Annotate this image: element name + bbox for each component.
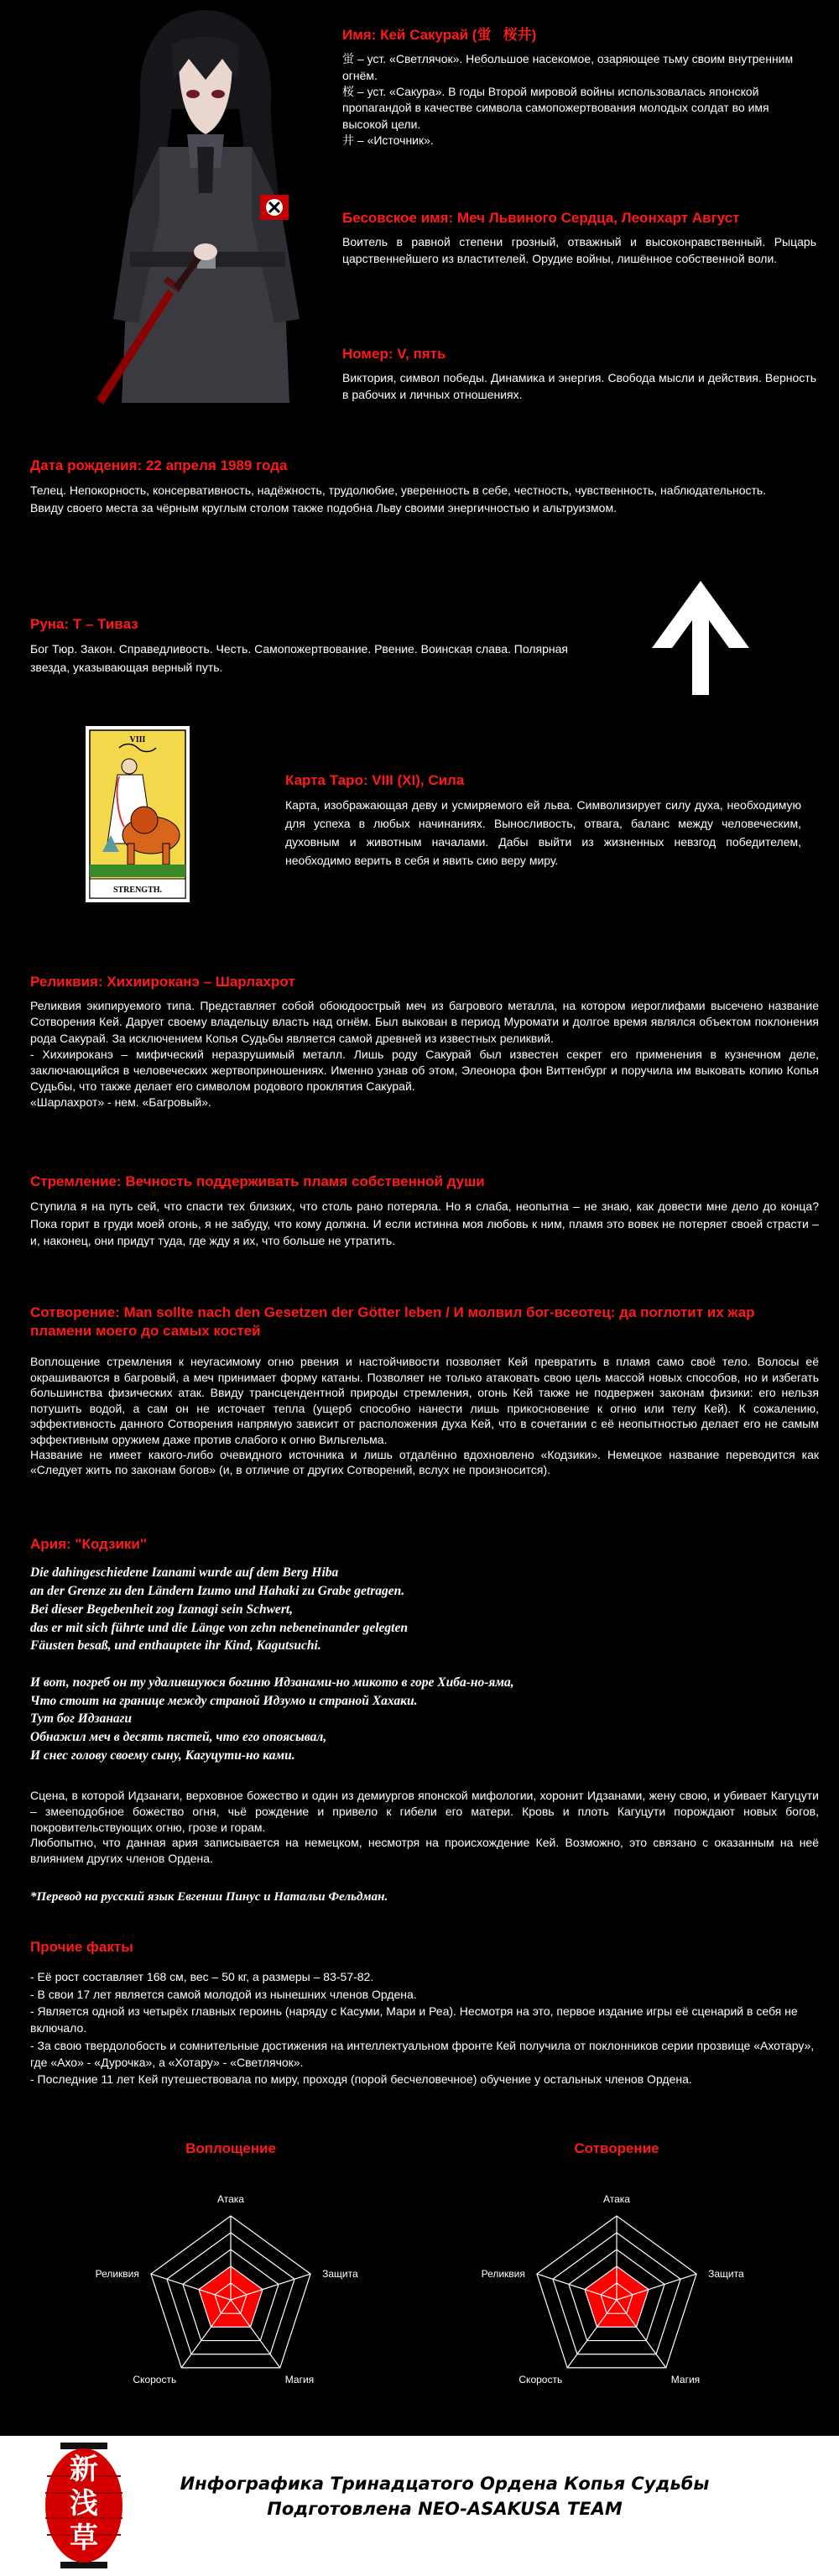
relic-section xyxy=(30,972,819,1110)
aspiration-section xyxy=(30,1172,819,1249)
logo-kanji: 新浅草 xyxy=(70,2453,98,2555)
demon-name-section xyxy=(342,208,816,267)
aria-explanation: Сцена, в которой Идзанаги, верховное божество и один из демиургов японской мифологии, хоронит Идзанами, жену свою, и убивает Кагуцути – змееподобное божество огня, чьё рождение и привело к гибели его матери. Кровь и плоть Кагуцути порождают новых богов, покровительствующих огню, грозе и горам. Любопытно, что данная ария записывается на немецком, несмотря на происхождение Кей. Возможно, это связано с оказанным на неё влиянием других членов Ордена. xyxy=(30,1789,819,1865)
relic-text: Реликвия экипируемого типа. Представляет собой обоюдоострый меч из багрового металла, на котором иероглифами высечено название Сотворения Кей. Дарует своему владельцу власть над огнём. Был выкован в период Муромати и долгое время являлся объектом поклонения рода Сакурай. За исключением Копья Судьбы является самой древней из известных реликвий. - Хихиироканэ – мифический неразрушимый металл. Лишь роду Сакурай был известен секрет его применения в кузнечном деле, заключающийся в человеческих жертвоприношениях. Именно узнав об этом, Элеонора фон Виттенбург и поручила им выковать копию Копья Судьбы, что также делает его символом родового проклятия Сакурай. «Шарлахрот» - нем. «Багровый». xyxy=(30,999,819,1109)
tarot-card-name: STRENGTH. xyxy=(112,886,163,895)
creation-heading: Сотворение: Man sollte nach den Gesetzen der Götter leben / И молвил бог-всеотец: да поглотит их жар пламени моего до самых костей xyxy=(30,1304,755,1340)
name-heading: Имя: Кей Сакурай (蛍 桜井) xyxy=(342,27,537,43)
demon-name-text: Воитель в равной степени грозный, отважный и высоконравственный. Рыцарь царственнейшего из властителей. Орудие войны, лишённое собственной воли. xyxy=(342,235,816,265)
number-heading: Номер: V, пять xyxy=(342,346,446,362)
radar-axis-label: Защита xyxy=(322,2268,358,2281)
birthdate-heading: Дата рождения: 22 апреля 1989 года xyxy=(30,457,288,473)
facts-list xyxy=(30,1968,819,2087)
name-text: 蛍 – уст. «Светлячок». Небольшое насекомое, озаряющее тьму своим внутренним огнём. 桜 – уст. «Сакура». В годы Второй мировой войны использовалась японской пропагандой в качестве символа самопожертвования молодых солдат во имя высокой цели. 井 – «Источник». xyxy=(342,52,794,148)
fact-item: - Является одной из четырёх главных героинь (наряду с Касуми, Мари и Реа). Несмотря на это, первое издание игры её сценарий в себя не включало. xyxy=(30,2004,798,2035)
radar-axis-label: Магия xyxy=(284,2373,315,2385)
radar-chart-1 xyxy=(63,2174,399,2417)
radar-chart-2-title: Сотворение xyxy=(574,2140,659,2156)
fact-item: - Её рост составляет 168 см, вес – 50 кг, а размеры – 83-57-82. xyxy=(30,1970,374,1984)
aspiration-text: Ступила я на путь сей, что спасти тех близких, что столь рано потеряла. Но я слаба, неопытна – не знаю, как довести мне дело до конца? Пока горит в груди моей огонь, я не забуду, что кому должна. И если истинна моя любовь к ним, пламя это вовек не потеряет своей страсти – и, наконец, они придут туда, где жду я их, что больше не утратить. xyxy=(30,1199,819,1248)
strength-tarot-card xyxy=(86,726,190,902)
creation-section xyxy=(30,1304,819,1478)
radar-axis-label: Скорость xyxy=(519,2373,563,2385)
intro-name-section xyxy=(342,25,816,149)
aria-german: Die dahingeschiedene Izanami wurde auf dem Berg Hiba an der Grenze zu den Ländern Izumo und Hahaki zu Grabe getragen. Bei dieser Begebenheit zog Izanagi sein Schwert, das er mit sich führte und die Länge von zehn nebeneinander gelegten Fäusten besaß, und enthauptete ihr Kind, Kagutsuchi. xyxy=(30,1565,408,1654)
footer xyxy=(0,2436,839,2576)
rune-heading: Руна: T – Тиваз xyxy=(30,616,138,632)
radar-axis-label: Атака xyxy=(603,2193,630,2205)
radar-axis-label: Реликвия xyxy=(95,2268,139,2281)
tarot-text: Карта, изображающая деву и усмиряемого ей льва. Символизирует силу духа, необходимую для успеха в любых начинаниях. Выносливость, отвага, баланс между человеческим, духовным и животным началами. Дабы выйти из жизненных невзгод победителем, необходимо верить в себя и явить сию веру миру. xyxy=(285,798,801,867)
tiwaz-rune-icon xyxy=(642,579,759,697)
radar-axis-label: Магия xyxy=(670,2373,701,2385)
birthdate-text: Телец. Непокорность, консервативность, надёжность, трудолюбие, уверенность в себе, честность, чувственность, наблюдательность. Ввиду своего места за чёрным круглым столом также подобна Льву своими энергичностью и альтруизмом. xyxy=(30,483,767,515)
footer-title-line-1: Инфографика Тринадцатого Ордена Копья Судьбы xyxy=(180,2474,710,2494)
rune-section xyxy=(30,614,576,677)
aria-explanation-block xyxy=(30,1788,819,1906)
footer-title-block xyxy=(176,2471,713,2522)
aria-translation-note: *Перевод на русский язык Евгении Пинус и Натальи Фельдман. xyxy=(30,1889,388,1904)
radar-axis-label: Атака xyxy=(217,2193,244,2205)
tarot-card-number: VIII xyxy=(129,735,146,745)
character-illustration xyxy=(80,0,331,411)
aria-heading: Ария: "Кодзики" xyxy=(30,1536,147,1552)
facts-section xyxy=(30,1937,819,2088)
fact-item: - Последние 11 лет Кей путешествовала по миру, проходя (порой бесчеловечное) обучение у остальных членов Ордена. xyxy=(30,2072,692,2087)
birthdate-section xyxy=(30,456,819,517)
rune-text: Бог Тюр. Закон. Справедливость. Честь. Самопожертвование. Рвение. Воинская слава. Полярная звезда, указывающая верный путь. xyxy=(30,642,568,675)
facts-heading: Прочие факты xyxy=(30,1939,133,1955)
radar-chart-1-title: Воплощение xyxy=(185,2140,276,2156)
relic-heading: Реликвия: Хихиироканэ – Шарлахрот xyxy=(30,974,295,990)
aria-section xyxy=(30,1534,819,1764)
number-section xyxy=(342,344,816,403)
fact-item: - За свою твердолобость и сомнительные достижения на интеллектуальном фронте Кей получила от поклонников серии прозвище «Ахотару», где «Ахо» - «Дурочка», а «Хотару» - «Светлячок». xyxy=(30,2038,815,2069)
number-text: Виктория, символ победы. Динамика и энергия. Свобода мысли и действия. Верность в рабочих и личных отношениях. xyxy=(342,371,816,401)
creation-text: Воплощение стремления к неугасимому огню рвения и настойчивости позволяет Кей превратить в пламя само своё тело. Волосы её окрашиваются в багровый, а меч принимает форму катаны. Позволяет не только атаковать свою цель массой новых способов, но и избегать большинства физических атак. Ввиду трансцендентной природы стремления, огонь Кей также не подвержен законам физики: его нельзя потушить водой, а сам он не источает тепла (ущерб способно нанести лишь прикосновение к огню или телу Кей). К сожалению, эффективность данного Сотворения напрямую зависит от расположения духа Кей, что в сочетании с её неопытностью делает его не самым эффективным оружием даже против слабого к огню Вильгельма. Название не имеет какого-либо очевидного источника и лишь отдалённо вдохновлено «Кодзики». Немецкое название переводится как «Следует жить по законам богов» (и, в отличие от других Сотворений, вслух не произносится). xyxy=(30,1355,819,1477)
tarot-section xyxy=(285,771,801,870)
radar-axis-label: Скорость xyxy=(133,2373,177,2385)
tarot-heading: Карта Таро: VIII (XI), Сила xyxy=(285,772,465,788)
aspiration-heading: Стремление: Вечность поддерживать пламя собственной души xyxy=(30,1173,485,1189)
demon-name-heading: Бесовское имя: Меч Львиного Сердца, Леонхарт Август xyxy=(342,210,740,226)
footer-title-line-2: Подготовлена NEO-ASAKUSA TEAM xyxy=(267,2499,623,2520)
radar-axis-label: Защита xyxy=(708,2268,744,2281)
radar-chart-2 xyxy=(449,2174,784,2417)
fact-item: - В свои 17 лет является самой молодой из нынешних членов Ордена. xyxy=(30,1987,417,2001)
aria-russian: И вот, погреб он ту удалившуюся богиню Идзанами-но микото в горе Хиба-но-яма, Что стоит на границе между страной Идзумо и страной Хахаки. Тут бог Идзанаги Обнажил меч в десять пястей, что его опоясывал, И снес голову своему сыну, Кагуцути-но ками. xyxy=(30,1675,514,1763)
radar-axis-label: Реликвия xyxy=(481,2268,525,2281)
